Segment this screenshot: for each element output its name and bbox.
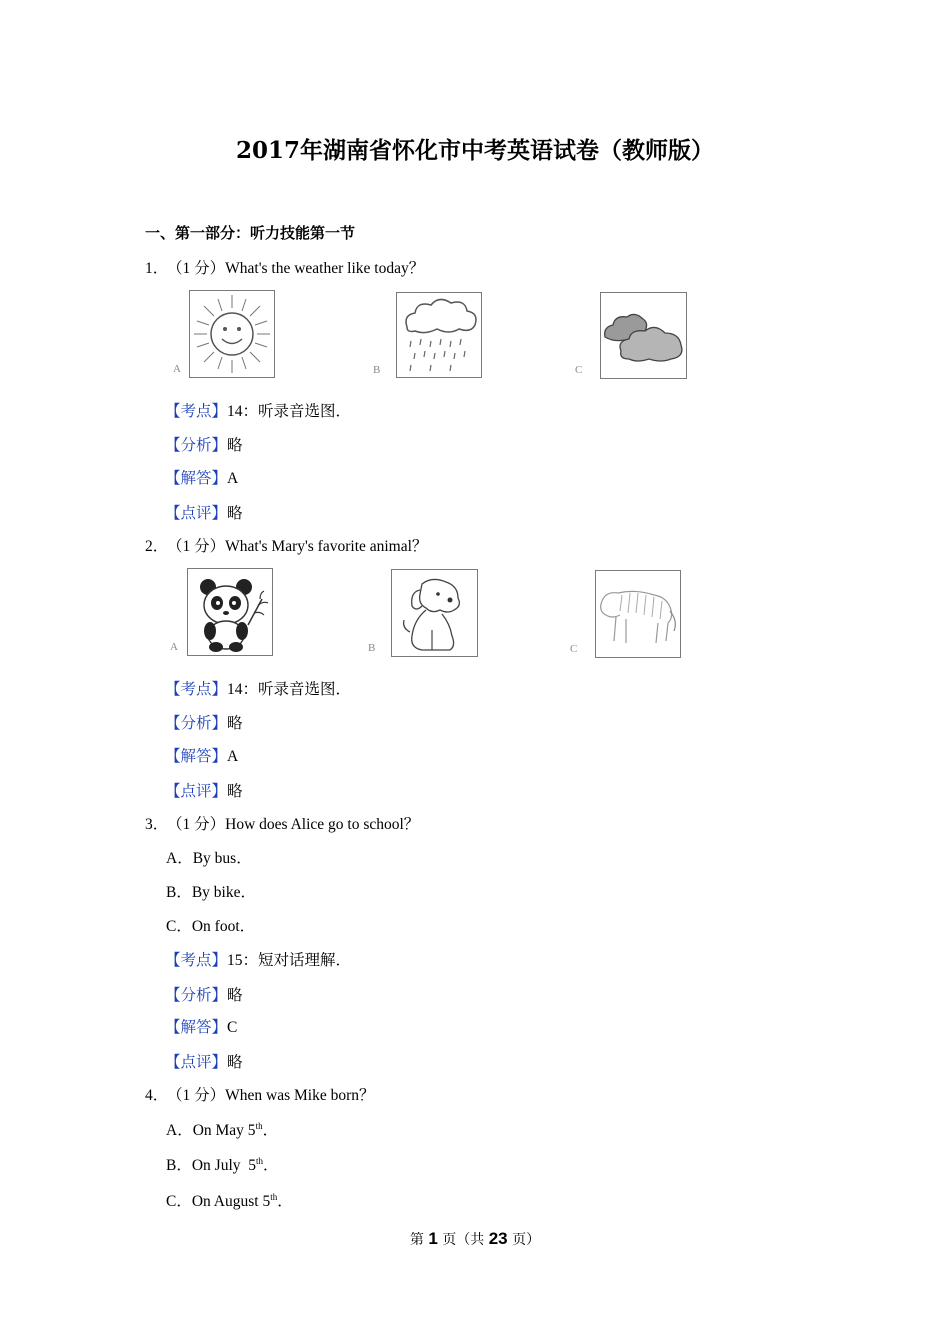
picture-label: A (170, 641, 178, 653)
question-score: （1 分） (167, 538, 226, 555)
option-text: A．On May 5 (166, 1122, 256, 1139)
dianping-text: 略 (227, 1054, 243, 1071)
question-number: 1． (145, 260, 169, 277)
rain-cloud-icon (397, 293, 481, 377)
picture-label: B (368, 642, 376, 654)
note-fenxi (165, 711, 243, 733)
jieda-label: 【解答】 (165, 470, 228, 487)
kaodian-text: 14：听录音选图． (227, 403, 352, 420)
footer-suffix: 页） (507, 1232, 541, 1248)
fenxi-label: 【分析】 (165, 715, 228, 732)
dianping-label: 【点评】 (165, 783, 228, 800)
kaodian-text: 14：听录音选图． (227, 681, 352, 698)
panda-icon (188, 569, 272, 655)
tiger-picture (595, 570, 681, 658)
rain-picture (396, 292, 482, 378)
question-number: 2． (145, 538, 169, 555)
option-sup: th (270, 1191, 278, 1202)
note-jieda (165, 1015, 237, 1037)
note-jieda (165, 744, 238, 766)
tiger-icon (596, 571, 680, 657)
picture-label: B (373, 364, 381, 376)
dianping-text: 略 (227, 505, 243, 522)
total-pages: 23 (488, 1229, 508, 1248)
question-text: How does Alice go to school？ (225, 816, 420, 833)
note-fenxi (165, 983, 243, 1005)
dianping-label: 【点评】 (165, 505, 228, 522)
option-text: B．On July 5 (166, 1157, 256, 1174)
sun-picture (189, 290, 275, 378)
option-suffix: ． (277, 1193, 293, 1210)
dog-picture (391, 569, 478, 657)
option-text: C．On August 5 (166, 1193, 271, 1210)
note-fenxi (165, 433, 243, 455)
note-kaodian (165, 677, 351, 699)
option-a (166, 1118, 278, 1140)
cloudy-picture (600, 292, 687, 379)
page-title: 2017年湖南省怀化市中考英语试卷（教师版） (235, 137, 714, 164)
picture-label: C (570, 643, 578, 655)
option-sup: th (256, 1155, 264, 1166)
option-suffix: ． (262, 1122, 279, 1139)
dog-icon (392, 570, 477, 656)
question-number: 3． (145, 816, 169, 833)
note-dianping (165, 1050, 243, 1072)
question-text: What's the weather like today？ (225, 260, 425, 277)
page-footer (0, 1229, 950, 1249)
kaodian-label: 【考点】 (165, 403, 228, 420)
jieda-text: C (227, 1019, 238, 1036)
question-score: （1 分） (167, 260, 226, 277)
kaodian-label: 【考点】 (165, 952, 228, 969)
option-sup: th (255, 1120, 263, 1131)
question-3 (145, 812, 419, 834)
note-kaodian (165, 399, 351, 421)
option-a: A．By bus． (166, 850, 252, 867)
question-number: 4． (145, 1087, 169, 1104)
fenxi-text: 略 (227, 437, 243, 454)
fenxi-text: 略 (227, 987, 243, 1004)
option-suffix: ． (263, 1157, 279, 1174)
kaodian-text: 15：短对话理解． (227, 952, 352, 969)
question-score: （1 分） (167, 816, 226, 833)
jieda-text: A (227, 470, 239, 487)
footer-prefix: 第 (409, 1232, 429, 1248)
option-b (166, 1153, 279, 1175)
fenxi-text: 略 (227, 715, 243, 732)
fenxi-label: 【分析】 (165, 437, 228, 454)
note-dianping (165, 501, 243, 523)
option-b: B．By bike． (166, 884, 256, 901)
panda-picture (187, 568, 273, 656)
note-kaodian (165, 948, 351, 970)
picture-label: C (575, 364, 583, 376)
jieda-label: 【解答】 (165, 1019, 228, 1036)
question-4 (145, 1083, 375, 1105)
dianping-text: 略 (227, 783, 243, 800)
dianping-label: 【点评】 (165, 1054, 228, 1071)
option-c (166, 1189, 293, 1211)
fenxi-label: 【分析】 (165, 987, 228, 1004)
question-text: When was Mike born？ (225, 1087, 375, 1104)
question-1 (145, 256, 424, 278)
sun-icon (190, 291, 274, 377)
note-dianping (165, 779, 243, 801)
jieda-label: 【解答】 (165, 748, 228, 765)
picture-label: A (173, 363, 181, 375)
cloud-icon (601, 293, 686, 378)
option-c: C．On foot． (166, 918, 256, 935)
footer-middle: 页（共 (437, 1232, 489, 1248)
note-jieda (165, 466, 238, 488)
question-2 (145, 534, 427, 556)
question-score: （1 分） (167, 1087, 226, 1104)
section-heading: 一、第一部分：听力技能第一节 (145, 224, 356, 242)
question-text: What's Mary's favorite animal？ (225, 538, 428, 555)
page-number: 1 (428, 1229, 438, 1248)
jieda-text: A (227, 748, 239, 765)
kaodian-label: 【考点】 (165, 681, 228, 698)
